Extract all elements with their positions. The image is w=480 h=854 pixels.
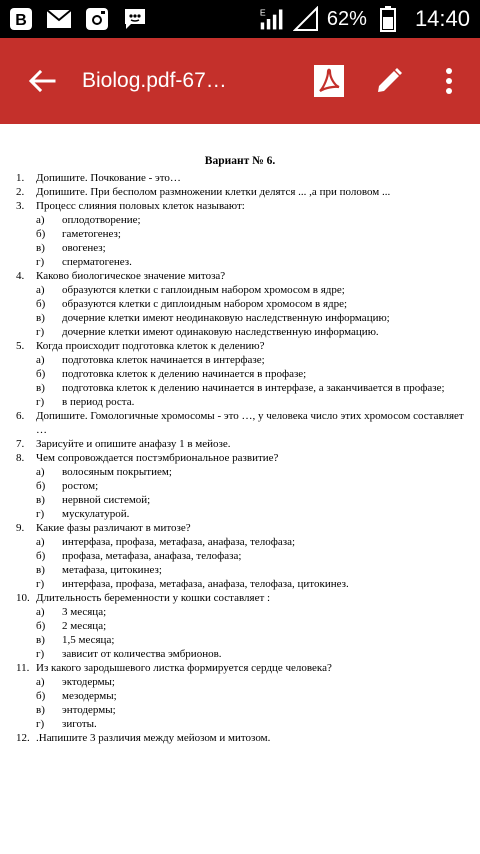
vk-icon [8,7,34,31]
option-letter: б) [36,550,46,562]
question-item [14,521,466,535]
question-number: 7. [16,438,25,450]
option-text: метафаза, цитокинез; [62,564,162,576]
question-text: .Напишите 3 различия между мейозом и митозом. [36,732,271,744]
option-text: подготовка клеток к делению начинается в профазе; [62,368,307,380]
option-letter: б) [36,228,46,240]
option-text: дочерние клетки имеют неодинаковую наследственную информацию; [62,312,390,324]
instagram-icon [84,7,110,31]
answer-option [14,367,466,381]
question-number: 8. [16,452,25,464]
answer-option [14,535,466,549]
answer-option [14,633,466,647]
more-options-button[interactable] [432,64,466,98]
question-text: Длительность беременности у кошки составляет : [36,592,271,604]
pdf-page[interactable] [0,124,480,854]
option-text: оплодотворение; [62,214,141,226]
status-bar [0,0,480,38]
option-letter: в) [36,704,45,716]
option-text: волосяным покрытием; [62,466,172,478]
option-text: образуются клетки с гаплоидным набором хромосом в ядре; [62,284,345,296]
option-letter: г) [36,256,45,268]
question-item [14,185,466,199]
option-text: нервной системой; [62,494,151,506]
question-text: Процесс слияния половых клеток называют: [36,200,245,212]
option-text: 1,5 месяца; [62,634,115,646]
option-letter: в) [36,312,45,324]
question-number: 11. [16,662,30,674]
question-number: 10. [16,592,30,604]
option-letter: б) [36,298,46,310]
option-letter: в) [36,564,45,576]
question-item [14,591,466,605]
option-letter: г) [36,508,45,520]
question-number: 3. [16,200,25,212]
option-letter: а) [36,466,45,478]
answer-option [14,353,466,367]
answer-option [14,283,466,297]
option-letter: б) [36,368,46,380]
answer-option [14,647,466,661]
question-item [14,661,466,675]
question-number: 2. [16,186,25,198]
question-item [14,451,466,465]
option-letter: г) [36,396,45,408]
option-letter: в) [36,242,45,254]
question-item [14,269,466,283]
option-text: интерфаза, профаза, метафаза, анафаза, телофаза; [62,536,296,548]
svg-text:B: B [15,12,27,29]
mail-icon [46,7,72,31]
edit-button[interactable] [372,64,406,98]
question-text: Когда происходит подготовка клеток к делению? [36,340,265,352]
arrow-back-icon [28,69,56,93]
option-letter: а) [36,284,45,296]
chat-icon [122,7,148,31]
option-text: образуются клетки с диплоидным набором хромосом в ядре; [62,298,348,310]
answer-option [14,311,466,325]
answer-option [14,479,466,493]
question-number: 9. [16,522,25,534]
question-number: 6. [16,410,25,422]
option-letter: б) [36,620,46,632]
option-letter: г) [36,718,45,730]
answer-option [14,507,466,521]
answer-option [14,241,466,255]
network-type: E [259,7,266,18]
question-item [14,171,466,185]
question-text: Чем сопровождается постэмбриональное развитие? [36,452,279,464]
battery-percent: 62% [326,7,367,30]
variant-heading: Вариант № 6. [204,155,276,167]
question-item [14,199,466,213]
question-number: 1. [16,172,25,184]
option-text: сперматогенез. [62,256,132,268]
option-text: гаметогенез; [62,228,121,240]
option-text: эктодермы; [62,676,115,688]
question-text: Допишите. При бесполом размножении клетки делятся ... ,а при половом ... [36,186,391,198]
answer-option [14,465,466,479]
answer-option [14,255,466,269]
option-letter: б) [36,480,46,492]
option-text: энтодермы; [62,704,116,716]
question-text: Какие фазы различают в митозе? [36,522,191,534]
answer-option [14,227,466,241]
option-text: зиготы. [62,718,97,730]
option-letter: г) [36,648,45,660]
signal-icon [259,7,285,31]
option-text: мезодермы; [62,690,117,702]
system-status [259,0,470,38]
option-text: 3 месяца; [62,606,107,618]
option-letter: а) [36,214,45,226]
answer-option [14,703,466,717]
notification-icons [0,7,148,31]
option-letter: в) [36,634,45,646]
option-text: подготовка клеток к делению начинается в интерфазе, а заканчивается в профазе; [62,382,445,394]
option-letter: б) [36,690,46,702]
back-button[interactable] [22,61,62,101]
answer-option [14,381,466,395]
option-text: дочерние клетки имеют одинаковую наследственную информацию. [62,326,379,338]
no-signal-icon [293,7,319,31]
answer-option [14,549,466,563]
answer-option [14,563,466,577]
answer-option [14,213,466,227]
open-in-pdf-button[interactable] [312,64,346,98]
option-letter: а) [36,676,45,688]
clock: 14:40 [414,6,470,31]
option-text: интерфаза, профаза, метафаза, анафаза, телофаза, цитокинез. [62,578,349,590]
answer-option [14,619,466,633]
question-text: Допишите. Почкование - это… [36,172,181,184]
answer-option [14,717,466,731]
question-text: Допишите. Гомологичные хромосомы - это …, у человека число этих хромосом составляет … [36,410,464,436]
answer-option [14,675,466,689]
option-text: зависит от количества эмбрионов. [62,648,222,660]
answer-option [14,395,466,409]
question-item [14,409,466,437]
option-letter: а) [36,536,45,548]
question-item [14,731,466,745]
question-item [14,437,466,451]
option-letter: г) [36,578,45,590]
pencil-icon [375,67,403,95]
question-item [14,339,466,353]
answer-option [14,577,466,591]
question-text: Каково биологическое значение митоза? [36,270,226,282]
option-text: в период роста. [62,396,135,408]
option-text: 2 месяца; [62,620,107,632]
app-bar-actions [312,38,466,124]
question-number: 5. [16,340,25,352]
app-bar [0,38,480,124]
answer-option [14,605,466,619]
answer-option [14,493,466,507]
option-letter: в) [36,494,45,506]
option-text: овогенез; [62,242,106,254]
pdf-icon [314,65,344,97]
option-text: ростом; [62,480,99,492]
option-text: мускулатурой. [62,508,130,520]
option-letter: а) [36,354,45,366]
answer-option [14,325,466,339]
more-vert-icon [445,67,453,95]
question-number: 4. [16,270,25,282]
battery-icon [375,7,401,31]
question-number: 12. [16,732,30,744]
option-letter: а) [36,606,45,618]
question-list [14,171,466,745]
question-text: Зарисуйте и опишите анафазу 1 в мейозе. [36,438,231,450]
answer-option [14,689,466,703]
document-title: Biolog.pdf-67… [82,69,227,92]
option-text: подготовка клеток начинается в интерфазе; [62,354,265,366]
option-letter: г) [36,326,45,338]
question-text: Из какого зародышевого листка формируется сердце человека? [36,662,332,674]
answer-option [14,297,466,311]
option-text: профаза, метафаза, анафаза, телофаза; [62,550,242,562]
option-letter: в) [36,382,45,394]
